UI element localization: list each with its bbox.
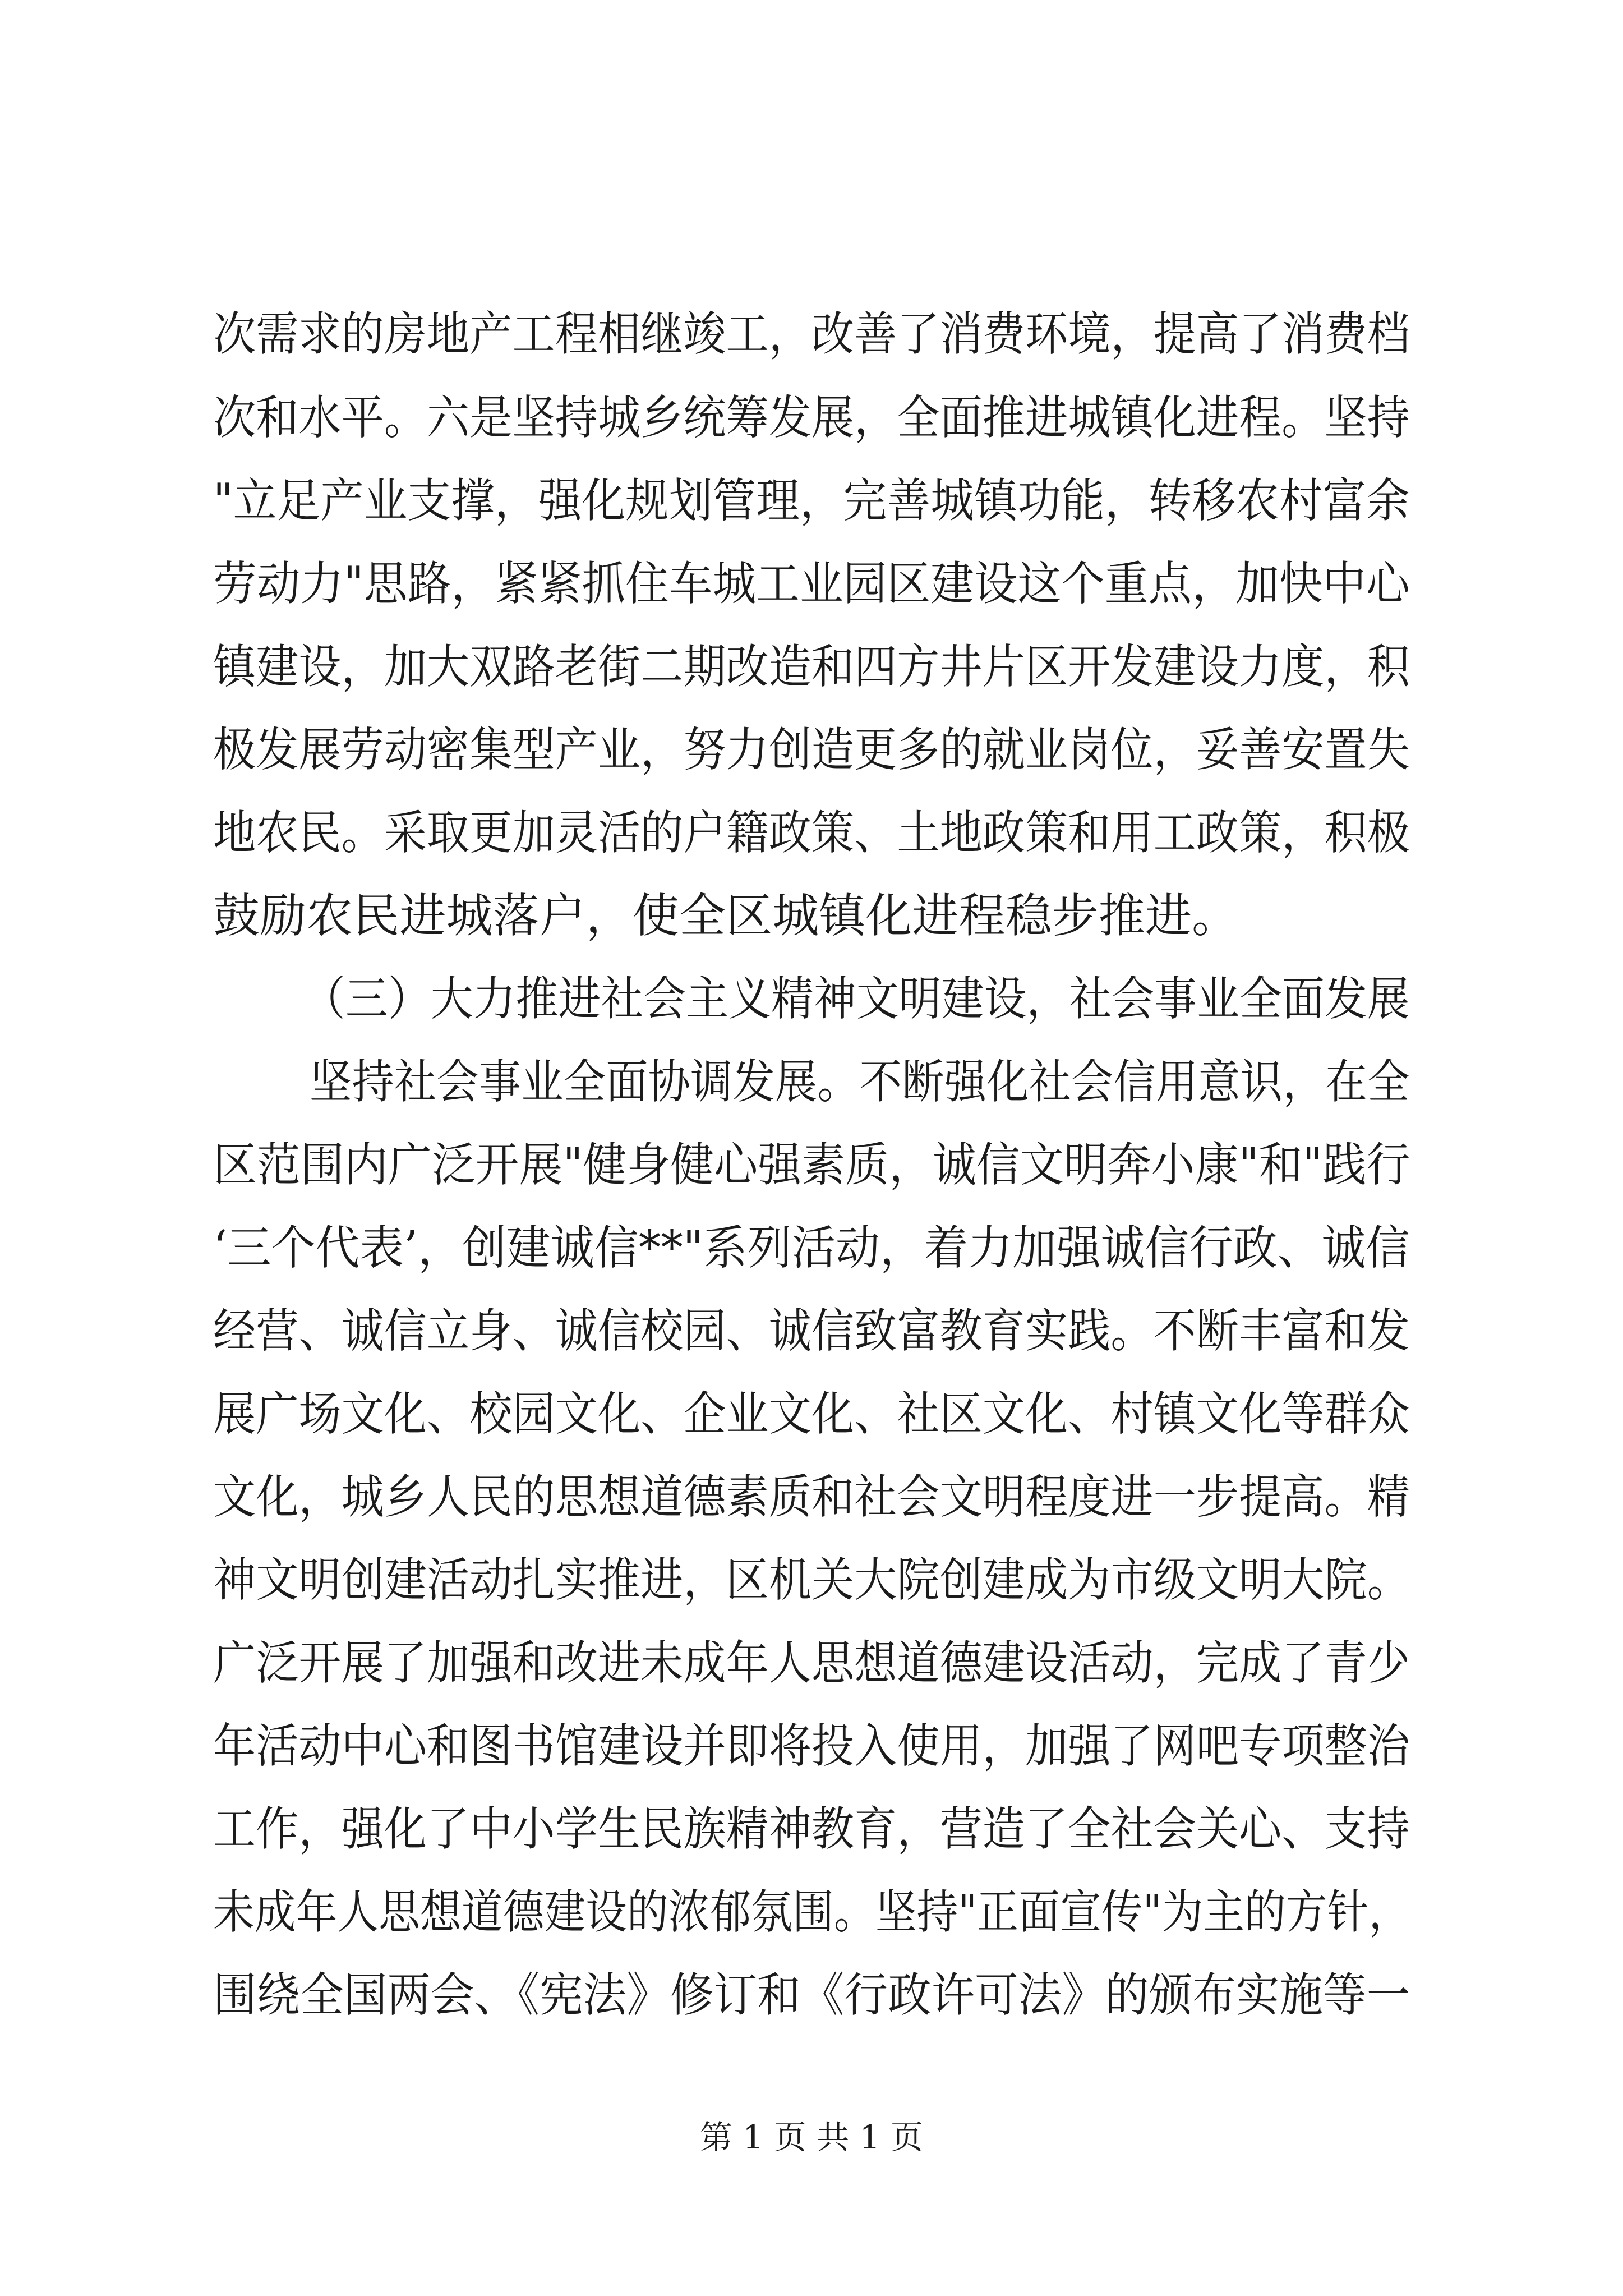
text-line: "立足产业支撑，强化规划管理，完善城镇功能，转移农村富余 xyxy=(213,473,1410,528)
text-line: 次和水平。六是坚持城乡统筹发展，全面推进城镇化进程。坚持 xyxy=(213,390,1410,445)
text-line: ‘三个代表’，创建诚信**"系列活动，着力加强诚信行政、诚信 xyxy=(213,1221,1410,1275)
text-line: 鼓励农民进城落户，使全区城镇化进程稳步推进。 xyxy=(213,889,1239,943)
text-line: 镇建设，加大双路老街二期改造和四方井片区开发建设力度，积 xyxy=(213,639,1410,694)
page-footer: 第 1 页 共 1 页 xyxy=(700,2118,923,2156)
section-heading: （三）大力推进社会主义精神文明建设，社会事业全面发展 xyxy=(303,972,1410,1026)
text-line: 坚持社会事业全面协调发展。不断强化社会信用意识，在全 xyxy=(310,1055,1410,1109)
text-line: 经营、诚信立身、诚信校园、诚信致富教育实践。不断丰富和发 xyxy=(213,1304,1410,1358)
text-line: 极发展劳动密集型产业，努力创造更多的就业岗位，妥善安置失 xyxy=(213,723,1410,777)
text-line: 围绕全国两会、《宪法》修订和《行政许可法》的颁布实施等一 xyxy=(213,1968,1410,2022)
text-line: 广泛开展了加强和改进未成年人思想道德建设活动，完成了青少 xyxy=(213,1636,1410,1690)
text-line: 神文明创建活动扎实推进，区机关大院创建成为市级文明大院。 xyxy=(213,1553,1410,1607)
text-line: 未成年人思想道德建设的浓郁氛围。坚持"正面宣传"为主的方针， xyxy=(213,1885,1410,1939)
text-line: 区范围内广泛开展"健身健心强素质，诚信文明奔小康"和"践行 xyxy=(213,1138,1410,1192)
text-line: 展广场文化、校园文化、企业文化、社区文化、村镇文化等群众 xyxy=(213,1387,1410,1441)
text-line: 劳动力"思路，紧紧抓住车城工业园区建设这个重点，加快中心 xyxy=(213,556,1410,611)
text-line: 地农民。采取更加灵活的户籍政策、土地政策和用工政策，积极 xyxy=(213,806,1410,860)
text-line: 次需求的房地产工程相继竣工，改善了消费环境，提高了消费档 xyxy=(213,307,1410,361)
text-line: 文化，城乡人民的思想道德素质和社会文明程度进一步提高。精 xyxy=(213,1470,1410,1524)
text-line: 年活动中心和图书馆建设并即将投入使用，加强了网吧专项整治 xyxy=(213,1719,1410,1773)
text-line: 工作，强化了中小学生民族精神教育，营造了全社会关心、支持 xyxy=(213,1802,1410,1856)
